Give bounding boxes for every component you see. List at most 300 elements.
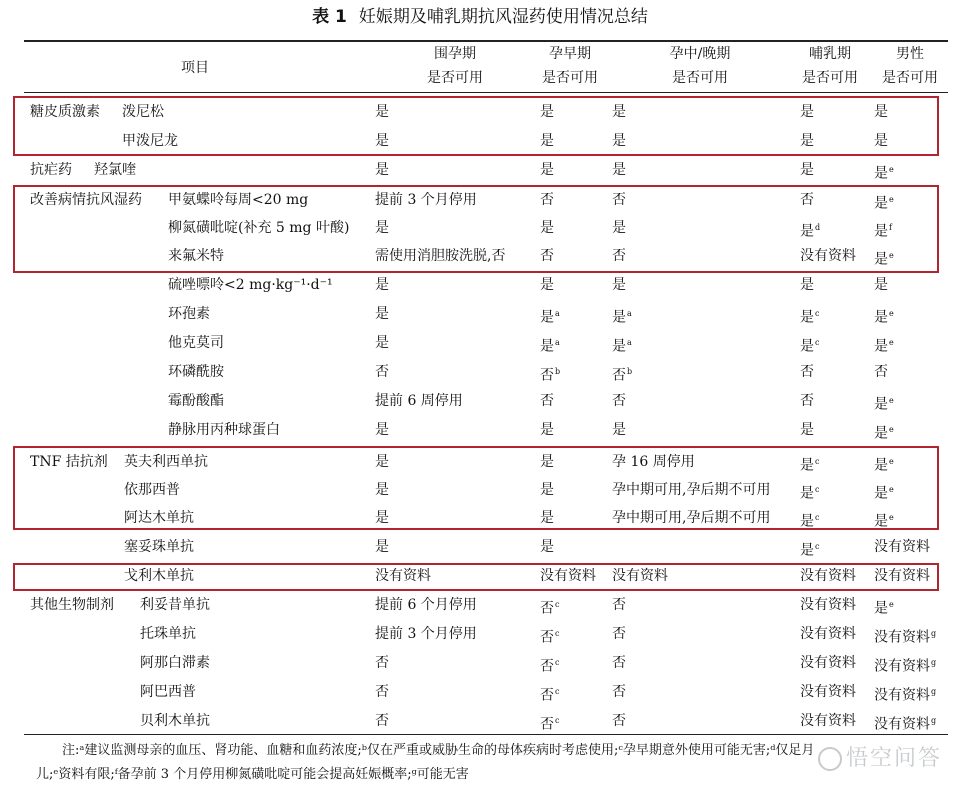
footnote-marker: a <box>627 338 632 347</box>
mid-value: 否 <box>612 393 626 409</box>
lact-value: 没有资料 <box>800 568 856 584</box>
lact-value: 没有资料 <box>800 626 856 642</box>
early-value: 否 <box>540 658 554 675</box>
peri-cell <box>375 333 389 353</box>
male-value: 是 <box>874 223 888 240</box>
footnote-marker: g <box>931 716 937 725</box>
lact-cell <box>800 566 856 586</box>
mid-cell <box>612 275 626 295</box>
peri-cell <box>375 624 477 644</box>
footnote-marker: c <box>555 658 560 667</box>
early-cell <box>540 566 596 586</box>
peri-value: 是 <box>375 162 389 178</box>
early-cell <box>540 420 554 440</box>
lact-cell <box>800 275 814 295</box>
footnote-marker: c <box>815 309 820 318</box>
footnote-marker: e <box>889 396 894 405</box>
footnote-marker: c <box>815 338 820 347</box>
footnote-marker: e <box>889 338 894 347</box>
header-peri-line1: 围孕期 <box>434 46 476 62</box>
male-cell <box>874 566 930 586</box>
early-cell <box>540 218 554 238</box>
early-cell <box>540 508 554 528</box>
mid-value: 是 <box>612 162 626 178</box>
early-cell <box>540 480 554 500</box>
footnote-marker: b <box>555 367 561 376</box>
mid-cell <box>612 711 626 731</box>
mid-cell <box>612 595 626 615</box>
male-cell <box>874 420 894 444</box>
mid-value: 否 <box>612 192 626 208</box>
early-cell <box>540 275 554 295</box>
footnote-marker: g <box>931 658 937 667</box>
early-cell <box>540 362 560 386</box>
peri-value: 否 <box>375 655 389 671</box>
peri-value: 是 <box>375 510 389 526</box>
footnote-marker: c <box>555 600 560 609</box>
category-cell: 糖皮质激素 <box>30 104 100 120</box>
early-value: 是 <box>540 104 554 120</box>
male-value: 是 <box>874 600 888 617</box>
footnote-marker: b <box>627 367 633 376</box>
mid-cell <box>612 131 626 151</box>
male-value: 是 <box>874 396 888 413</box>
table-caption: 妊娠期及哺乳期抗风湿药使用情况总结 <box>358 7 648 27</box>
header-item: 项目 <box>181 60 209 76</box>
peri-value: 是 <box>375 482 389 498</box>
peri-value: 否 <box>375 364 389 380</box>
early-value: 是 <box>540 454 554 470</box>
lact-cell <box>800 452 819 476</box>
male-value: 是 <box>874 513 888 530</box>
mid-value: 是 <box>612 277 626 293</box>
header-male-line1: 男性 <box>896 46 924 62</box>
peri-cell <box>375 508 389 528</box>
mid-cell <box>612 391 626 411</box>
male-cell <box>874 508 894 532</box>
lact-value: 否 <box>800 192 814 208</box>
male-cell <box>874 102 888 122</box>
category-cell: 其他生物制剂 <box>30 597 114 613</box>
mid-value: 孕中期可用,孕后期不可用 <box>612 482 771 498</box>
header-peri-line2: 是否可用 <box>427 70 483 86</box>
mid-cell <box>612 304 632 328</box>
mid-value: 否 <box>612 597 626 613</box>
mid-cell <box>612 246 626 266</box>
header-early-line2: 是否可用 <box>542 70 598 86</box>
table-title <box>0 4 960 30</box>
peri-value: 没有资料 <box>375 568 431 584</box>
lact-cell <box>800 624 856 644</box>
male-value: 是 <box>874 338 888 355</box>
peri-value: 是 <box>375 422 389 438</box>
footnote-line-2: 儿;ᵉ资料有限;ᶠ备孕前 3 个月停用柳氮磺吡啶可能会提高妊娠概率;ᵍ可能无害 <box>36 767 469 782</box>
early-value: 否 <box>540 192 554 208</box>
mid-value: 是 <box>612 220 626 236</box>
lact-cell <box>800 190 814 210</box>
drug-cell: 泼尼松 <box>122 104 164 120</box>
drug-cell: 柳氮磺吡啶(补充 5 mg 叶酸) <box>168 220 350 236</box>
lact-cell <box>800 102 814 122</box>
lact-cell <box>800 131 814 151</box>
header-lact-line2: 是否可用 <box>802 70 858 86</box>
footnote-marker: a <box>627 309 632 318</box>
mid-cell <box>612 102 626 122</box>
early-cell <box>540 595 559 619</box>
peri-cell <box>375 391 463 411</box>
drug-cell: 羟氯喹 <box>94 162 136 178</box>
peri-value: 是 <box>375 335 389 351</box>
early-value: 是 <box>540 277 554 293</box>
lact-cell <box>800 508 819 532</box>
early-value: 是 <box>540 510 554 526</box>
footnote-marker: a <box>555 309 560 318</box>
male-cell <box>874 537 930 557</box>
male-value: 是 <box>874 165 888 182</box>
lact-value: 是 <box>800 277 814 293</box>
male-cell <box>874 333 894 357</box>
peri-cell <box>375 218 389 238</box>
peri-cell <box>375 566 431 586</box>
male-cell <box>874 218 892 242</box>
mid-value: 否 <box>612 626 626 642</box>
male-value: 没有资料 <box>874 568 930 584</box>
peri-value: 是 <box>375 220 389 236</box>
male-cell <box>874 452 894 476</box>
header-early-line1: 孕早期 <box>549 46 591 62</box>
peri-value: 是 <box>375 539 389 555</box>
mid-cell <box>612 362 632 386</box>
mid-cell <box>612 480 770 500</box>
peri-value: 是 <box>375 104 389 120</box>
peri-cell <box>375 190 477 210</box>
header-rule <box>24 92 948 93</box>
lact-cell <box>800 391 814 411</box>
lact-value: 是 <box>800 457 814 474</box>
lact-value: 否 <box>800 393 814 409</box>
lact-cell <box>800 682 856 702</box>
lact-cell <box>800 653 856 673</box>
peri-value: 提前 6 个月停用 <box>375 597 477 613</box>
footnote-marker: e <box>889 457 894 466</box>
footnote-marker: e <box>889 513 894 522</box>
header-lact-line1: 哺乳期 <box>809 46 851 62</box>
male-value: 是 <box>874 133 888 149</box>
category-cell: 抗疟药 <box>30 162 72 178</box>
peri-value: 需使用消胆胺洗脱,否 <box>375 248 506 264</box>
mid-value: 是 <box>612 422 626 438</box>
male-cell <box>874 391 894 415</box>
footnote-marker: c <box>815 485 820 494</box>
mid-cell <box>612 653 626 673</box>
peri-cell <box>375 420 389 440</box>
male-value: 是 <box>874 485 888 502</box>
mid-cell <box>612 624 626 644</box>
table-number: 表 1 <box>312 7 347 27</box>
lact-value: 没有资料 <box>800 655 856 671</box>
peri-cell <box>375 537 389 557</box>
lact-value: 是 <box>800 513 814 530</box>
peri-cell <box>375 304 389 324</box>
peri-value: 否 <box>375 713 389 729</box>
peri-value: 提前 3 个月停用 <box>375 192 477 208</box>
male-value: 没有资料 <box>874 658 930 675</box>
footnote-marker: e <box>889 600 894 609</box>
drug-cell: 硫唑嘌呤<2 mg·kg⁻¹·d⁻¹ <box>168 277 333 293</box>
drug-cell: 依那西普 <box>124 482 180 498</box>
footnote-line-1: 注:ᵃ建议监测母亲的血压、肾功能、血糖和血药浓度;ᵇ仅在严重或威胁生命的母体疾病时考虑使用;ᶜ孕早期意外使用可能无害;ᵈ仅足月 <box>62 743 815 758</box>
drug-cell: 英夫利西单抗 <box>124 454 208 470</box>
male-value: 否 <box>874 364 888 380</box>
male-value: 是 <box>874 457 888 474</box>
male-value: 没有资料 <box>874 716 930 733</box>
male-cell <box>874 653 936 677</box>
peri-value: 否 <box>375 684 389 700</box>
early-cell <box>540 537 554 557</box>
drug-cell: 阿那白滞素 <box>140 655 210 671</box>
footnote-marker: c <box>555 716 560 725</box>
lact-value: 是 <box>800 133 814 149</box>
footnote-marker: e <box>889 485 894 494</box>
footnote-marker: c <box>555 687 560 696</box>
lact-cell <box>800 595 856 615</box>
mid-cell <box>612 682 626 702</box>
male-value: 没有资料 <box>874 539 930 555</box>
mid-cell <box>612 218 626 238</box>
mid-cell <box>612 566 668 586</box>
watermark-icon <box>818 747 842 771</box>
drug-cell: 环磷酰胺 <box>168 364 224 380</box>
early-cell <box>540 653 559 677</box>
early-cell <box>540 102 554 122</box>
early-cell <box>540 391 554 411</box>
footnote-marker: d <box>815 223 821 232</box>
male-value: 没有资料 <box>874 629 930 646</box>
peri-value: 是 <box>375 454 389 470</box>
early-cell <box>540 304 560 328</box>
lact-value: 没有资料 <box>800 597 856 613</box>
drug-cell: 他克莫司 <box>168 335 224 351</box>
male-cell <box>874 595 894 619</box>
peri-value: 是 <box>375 277 389 293</box>
peri-cell <box>375 682 389 702</box>
footnote-marker: g <box>931 687 937 696</box>
drug-cell: 环孢素 <box>168 306 210 322</box>
male-cell <box>874 682 936 706</box>
lact-value: 是 <box>800 223 814 240</box>
lact-value: 是 <box>800 309 814 326</box>
male-value: 是 <box>874 251 888 268</box>
footnote-marker: e <box>889 425 894 434</box>
drug-cell: 托珠单抗 <box>140 626 196 642</box>
footnote-marker: f <box>889 223 892 232</box>
footnote-marker: e <box>889 251 894 260</box>
peri-cell <box>375 595 477 615</box>
drug-cell: 贝利木单抗 <box>140 713 210 729</box>
peri-cell <box>375 160 389 180</box>
peri-value: 是 <box>375 306 389 322</box>
mid-value: 否 <box>612 684 626 700</box>
early-cell <box>540 624 559 648</box>
peri-value: 提前 6 周停用 <box>375 393 463 409</box>
mid-cell <box>612 190 626 210</box>
lact-cell <box>800 246 856 266</box>
early-value: 否 <box>540 629 554 646</box>
male-cell <box>874 304 894 328</box>
footnote-marker: g <box>931 629 937 638</box>
mid-value: 没有资料 <box>612 568 668 584</box>
mid-value: 是 <box>612 133 626 149</box>
lact-cell <box>800 537 819 561</box>
early-value: 是 <box>540 539 554 555</box>
male-cell <box>874 131 888 151</box>
watermark <box>818 741 942 772</box>
mid-value: 是 <box>612 104 626 120</box>
male-cell <box>874 190 894 214</box>
footnote-marker: e <box>889 165 894 174</box>
peri-cell <box>375 275 389 295</box>
mid-value: 否 <box>612 248 626 264</box>
peri-cell <box>375 653 389 673</box>
drug-cell: 甲泼尼龙 <box>122 133 178 149</box>
footnote-marker: c <box>815 457 820 466</box>
lact-cell <box>800 333 819 357</box>
lact-value: 没有资料 <box>800 248 856 264</box>
early-value: 是 <box>540 162 554 178</box>
lact-value: 是 <box>800 338 814 355</box>
drug-cell: 戈利木单抗 <box>124 568 194 584</box>
peri-cell <box>375 480 389 500</box>
peri-cell <box>375 246 505 266</box>
footnote-marker: e <box>889 195 894 204</box>
mid-cell <box>612 333 632 357</box>
early-value: 是 <box>540 482 554 498</box>
header-mid-line1: 孕中/晚期 <box>669 46 731 62</box>
footnote-marker: c <box>815 513 820 522</box>
category-cell: TNF 拮抗剂 <box>30 454 108 470</box>
drug-cell: 利妥昔单抗 <box>140 597 210 613</box>
male-value: 是 <box>874 425 888 442</box>
early-value: 否 <box>540 367 554 384</box>
male-value: 是 <box>874 309 888 326</box>
mid-cell <box>612 508 770 528</box>
early-value: 否 <box>540 687 554 704</box>
early-value: 否 <box>540 600 554 617</box>
peri-cell <box>375 102 389 122</box>
footnote-marker: c <box>555 629 560 638</box>
drug-cell: 阿巴西普 <box>140 684 196 700</box>
early-cell <box>540 190 554 210</box>
mid-cell <box>612 160 626 180</box>
watermark-text: 悟空问答 <box>845 746 942 771</box>
male-cell <box>874 362 888 382</box>
early-value: 是 <box>540 309 554 326</box>
early-value: 否 <box>540 716 554 733</box>
early-cell <box>540 452 554 472</box>
lact-value: 没有资料 <box>800 713 856 729</box>
lact-cell <box>800 362 814 382</box>
early-value: 是 <box>540 133 554 149</box>
drug-cell: 甲氨蝶呤每周<20 mg <box>168 192 309 208</box>
footnote-marker: c <box>815 542 820 551</box>
lact-value: 是 <box>800 485 814 502</box>
header-mid-line2: 是否可用 <box>672 70 728 86</box>
peri-cell <box>375 131 389 151</box>
male-cell <box>874 624 936 648</box>
peri-value: 提前 3 个月停用 <box>375 626 477 642</box>
early-value: 没有资料 <box>540 568 596 584</box>
peri-cell <box>375 362 389 382</box>
early-cell <box>540 131 554 151</box>
early-cell <box>540 160 554 180</box>
mid-value: 孕 16 周停用 <box>612 454 695 470</box>
early-value: 否 <box>540 248 554 264</box>
lact-cell <box>800 480 819 504</box>
header-male-line2: 是否可用 <box>882 70 938 86</box>
lact-value: 否 <box>800 364 814 380</box>
drug-cell: 塞妥珠单抗 <box>124 539 194 555</box>
footnote-marker: a <box>555 338 560 347</box>
footnote-marker: e <box>889 309 894 318</box>
male-cell <box>874 711 936 735</box>
lact-cell <box>800 218 820 242</box>
early-cell <box>540 711 559 735</box>
lact-value: 是 <box>800 162 814 178</box>
mid-value: 是 <box>612 309 626 326</box>
male-cell <box>874 275 888 295</box>
lact-cell <box>800 420 814 440</box>
early-value: 否 <box>540 393 554 409</box>
male-cell <box>874 480 894 504</box>
early-value: 是 <box>540 338 554 355</box>
early-value: 是 <box>540 422 554 438</box>
early-cell <box>540 246 554 266</box>
mid-value: 孕中期可用,孕后期不可用 <box>612 510 771 526</box>
early-value: 是 <box>540 220 554 236</box>
mid-cell <box>612 420 626 440</box>
lact-value: 没有资料 <box>800 684 856 700</box>
mid-value: 否 <box>612 367 626 384</box>
male-value: 没有资料 <box>874 687 930 704</box>
drug-cell: 阿达木单抗 <box>124 510 194 526</box>
mid-value: 是 <box>612 338 626 355</box>
lact-value: 是 <box>800 422 814 438</box>
lact-value: 是 <box>800 104 814 120</box>
male-value: 是 <box>874 277 888 293</box>
lact-cell <box>800 711 856 731</box>
mid-value: 否 <box>612 713 626 729</box>
lact-cell <box>800 160 814 180</box>
peri-value: 是 <box>375 133 389 149</box>
lact-cell <box>800 304 819 328</box>
early-cell <box>540 333 560 357</box>
drug-cell: 霉酚酸酯 <box>168 393 224 409</box>
male-cell <box>874 160 894 184</box>
bottom-rule <box>24 734 948 735</box>
category-cell: 改善病情抗风湿药 <box>30 192 142 208</box>
drug-cell: 静脉用丙种球蛋白 <box>168 422 280 438</box>
male-value: 是 <box>874 195 888 212</box>
mid-value: 否 <box>612 655 626 671</box>
male-value: 是 <box>874 104 888 120</box>
peri-cell <box>375 452 389 472</box>
peri-cell <box>375 711 389 731</box>
mid-cell <box>612 452 695 472</box>
male-cell <box>874 246 894 270</box>
drug-cell: 来氟米特 <box>168 248 224 264</box>
lact-value: 是 <box>800 542 814 559</box>
early-cell <box>540 682 559 706</box>
